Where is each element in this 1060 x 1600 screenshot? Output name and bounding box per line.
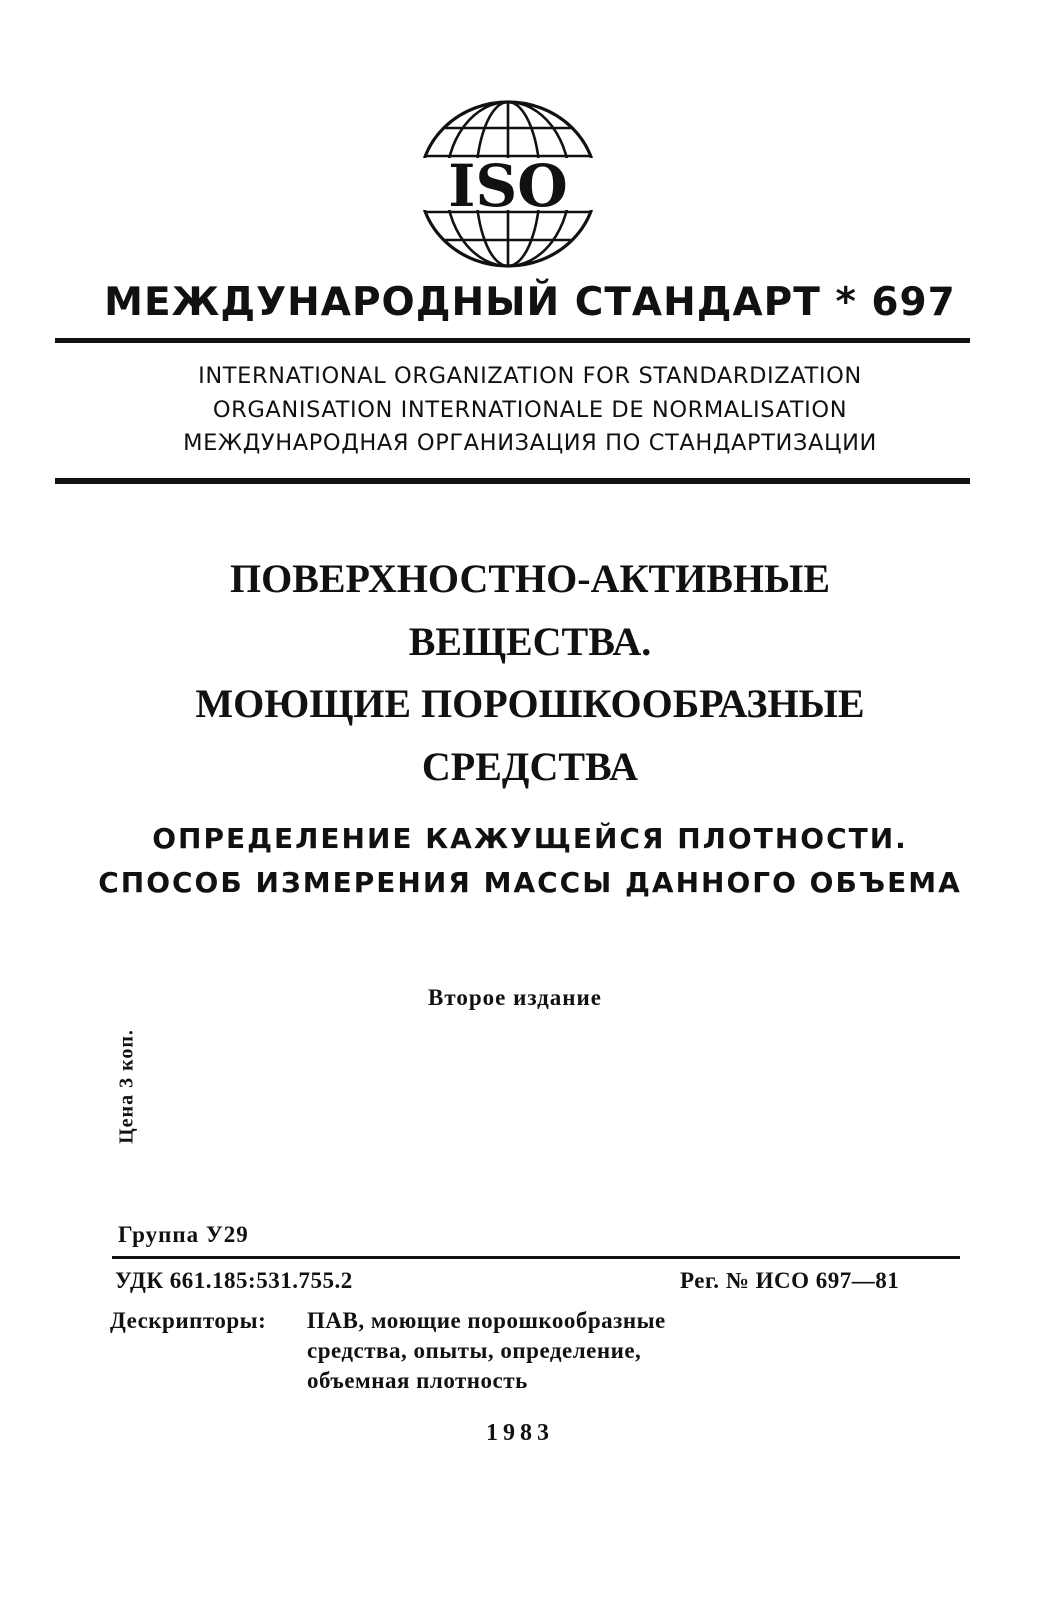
descriptors-line: объемная плотность — [307, 1368, 528, 1393]
organizations-rule — [55, 478, 970, 484]
title-line: ПОВЕРХНОСТНО-АКТИВНЫЕ — [229, 556, 831, 601]
standard-title: МЕЖДУНАРОДНЫЙ СТАНДАРТ * 697 — [104, 280, 956, 325]
bottom-rule — [112, 1256, 960, 1259]
descriptors-line: средства, опыты, определение, — [307, 1338, 642, 1363]
title-line: СРЕДСТВА — [421, 744, 639, 789]
descriptors-label: Дескрипторы: — [110, 1308, 267, 1333]
edition-label: Второе издание — [427, 985, 602, 1010]
subtitle-line: ОПРЕДЕЛЕНИЕ КАЖУЩЕЙСЯ ПЛОТНОСТИ. — [152, 822, 908, 855]
udc-code: УДК 661.185:531.755.2 — [115, 1268, 353, 1293]
org-name-russian: МЕЖДУНАРОДНАЯ ОРГАНИЗАЦИЯ ПО СТАНДАРТИЗАЦИИ — [183, 430, 877, 456]
descriptors-line: ПАВ, моющие порошкообразные — [307, 1308, 666, 1333]
org-name-french: ORGANISATION INTERNATIONALE DE NORMALISATION — [212, 397, 848, 423]
group-label: Группа У29 — [118, 1222, 249, 1247]
top-rule — [55, 338, 970, 343]
price-label: Цена 3 коп. — [115, 1029, 138, 1144]
logo-text: ISO — [448, 152, 568, 220]
subtitle-line: СПОСОБ ИЗМЕРЕНИЯ МАССЫ ДАННОГО ОБЪЕМА — [98, 866, 962, 899]
registration-number: Рег. № ИСО 697—81 — [680, 1268, 900, 1293]
publication-year: 1983 — [486, 1420, 554, 1446]
title-line: ВЕЩЕСТВА. — [408, 619, 652, 664]
iso-globe-logo — [415, 98, 601, 270]
title-line: МОЮЩИЕ ПОРОШКООБРАЗНЫЕ — [195, 681, 865, 726]
org-name-english: INTERNATIONAL ORGANIZATION FOR STANDARDIZATION — [198, 363, 862, 389]
